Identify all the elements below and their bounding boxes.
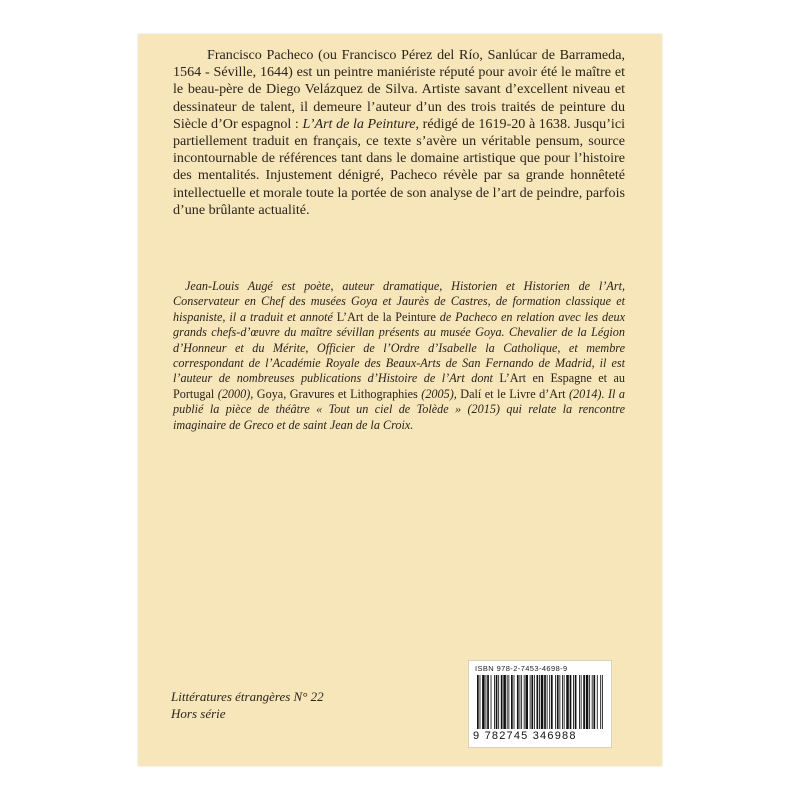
barcode-bar (555, 675, 556, 729)
bio-title-3: Goya, Gravures et Lithographies (256, 386, 418, 401)
barcode-bar (508, 675, 509, 729)
barcode-bar (551, 675, 553, 729)
barcode-bar (600, 675, 601, 729)
barcode-bar (579, 675, 580, 729)
barcode-bar (562, 675, 563, 729)
bio-text-4: (2005), (417, 386, 461, 401)
ean-digits: 9 782745 346988 (473, 730, 577, 742)
barcode-bar (581, 675, 582, 729)
barcode-bar (491, 675, 492, 729)
isbn-barcode (468, 660, 612, 748)
barcode-bar (525, 675, 528, 729)
barcode-bar (589, 675, 590, 729)
back-cover (138, 34, 662, 766)
barcode-bar (586, 675, 589, 729)
barcode-bar (575, 675, 577, 729)
description-text-b: , rédigé de 1619-20 à 1638. Jusqu’ici partiellement traduit en français, ce texte s’avère un véritable pensum, source incontournable de références tant dans le domaine artistique que pour l’histoire des mentalités. Injustement dénigré, Pacheco révèle par sa grande honnêteté intellectuelle et morale toute la portée de son analyse de l’art de peindre, parfois d’une brûlante actualité. (173, 115, 625, 218)
barcode-bar (530, 675, 531, 729)
barcode-bar (514, 675, 515, 729)
barcode-bar (521, 675, 522, 729)
barcode-bar (501, 675, 503, 729)
barcode-bar (534, 675, 535, 729)
barcode-bar (507, 675, 508, 729)
series-name: Littératures étrangères N° 22 (171, 689, 324, 704)
description-paragraph (173, 47, 625, 219)
barcode-bar (520, 675, 521, 729)
bio-text-3: (2000), (214, 386, 257, 401)
author-bio-paragraph (173, 279, 625, 433)
barcode-bar (477, 675, 479, 729)
bio-text-5: (2014). Il a publié la pièce de théâtre « Tout un ciel de Tolède » (2015) qui relate la rencontre imaginaire de Greco et de saint Jean de la Croix. (173, 386, 625, 432)
barcode-bar (494, 675, 495, 729)
barcode-bar (564, 675, 565, 729)
barcode-bar (498, 675, 499, 729)
barcode-bar (539, 675, 540, 729)
barcode-bar (511, 675, 513, 729)
barcode-bars (475, 675, 605, 729)
bio-title-4: Dalí et le Livre d’Art (460, 386, 566, 401)
barcode-bar (517, 675, 519, 729)
barcode-bar (592, 675, 593, 729)
barcode-bar (541, 675, 544, 729)
barcode-bar (570, 675, 572, 729)
barcode-bar (487, 675, 489, 729)
barcode-bar (503, 675, 506, 729)
barcode-bar (573, 675, 574, 729)
barcode-bar (559, 675, 560, 729)
bio-title-1: L’Art de la Peinture (336, 309, 436, 324)
bio-text-2: de Pacheco en relation avec les deux grands chefs-d’œuvre du maître sévillan présents au musée Goya. Chevalier de la Légion d’Honneur et du Mérite, Officier de l’Ordre d’Isabelle la Catholique, et membre correspondant de l’Académie Royale des Beaux-Arts de San Fernando de Madrid, il est l’auteur de nombreuses publications d’Histoire de l’Art dont (173, 309, 625, 386)
barcode-bar (602, 675, 603, 729)
barcode-bar (496, 675, 498, 729)
description-text-a: Francisco Pacheco (ou Francisco Pérez del Río, Sanlúcar de Barrameda, 1564 - Séville, 1644) est un peintre maniériste réputé pour avoir été le maître et le beau-père de Diego Velázquez de Silva. Artiste savant d’excellent niveau et dessinateur de talent, il demeure l’auteur d’un des trois traités de peinture du Siècle d’Or espagnol : (173, 47, 625, 132)
barcode-bar (544, 675, 546, 729)
isbn-label: ISBN 978-2-7453-4698-9 (475, 664, 568, 673)
barcode-bar (531, 675, 533, 729)
barcode-bar (537, 675, 539, 729)
bio-title-2: L’Art en Espagne et au Portugal (173, 371, 626, 401)
barcode-bar (524, 675, 525, 729)
barcode-bar (597, 675, 598, 729)
book-title-italic: L’Art de la Peinture (302, 115, 416, 132)
barcode-bar (583, 675, 585, 729)
barcode-bar (593, 675, 595, 729)
barcode-bar (482, 675, 485, 729)
barcode-bar (557, 675, 559, 729)
barcode-bar (486, 675, 487, 729)
series-subtitle: Hors série (171, 706, 226, 721)
barcode-bar (480, 675, 481, 729)
barcode-bar (547, 675, 548, 729)
barcode-bar (549, 675, 550, 729)
barcode-bar (566, 675, 569, 729)
bio-text-1: Jean-Louis Augé est poète, auteur dramatique, Historien et Historien de l’Art, Conservateur en Chef des musées Goya et Jaurès de Castres, de formation classique et hispaniste, il a traduit et annoté (173, 279, 625, 324)
